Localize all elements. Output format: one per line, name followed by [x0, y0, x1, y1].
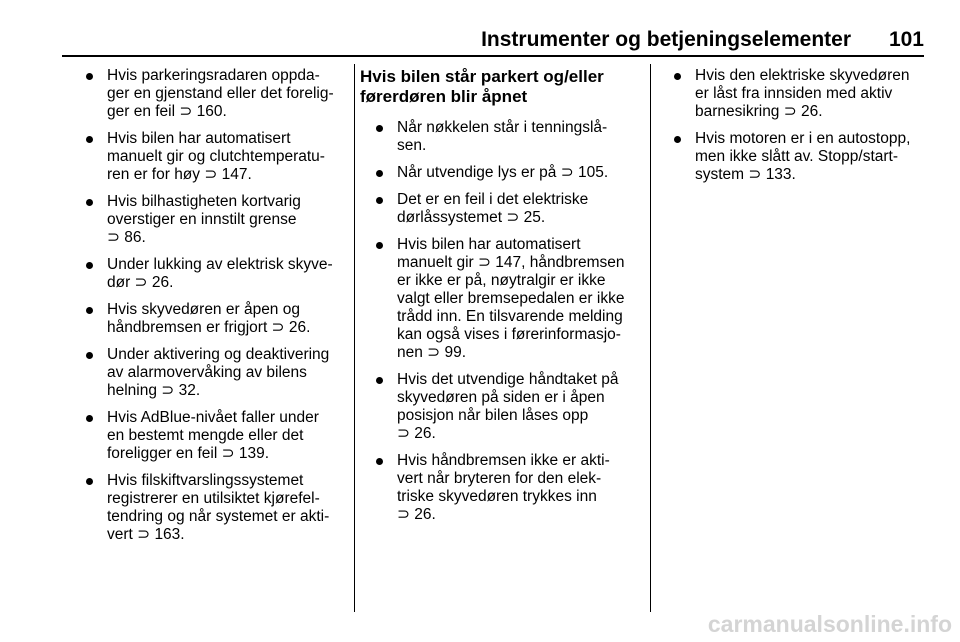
list-item: Hvis filskiftvarslingssystemet registrerer en utilsiktet kjørefel- tendring og når systemet er akti- vert ⊃ 163. — [80, 472, 346, 544]
list-item: Hvis bilhastigheten kortvarig overstiger en innstilt grense ⊃ 86. — [80, 193, 346, 247]
list-item: Hvis bilen har automatisert manuelt gir ⊃ 147, håndbremsen er ikke er på, nøytralgir er ikke valgt eller bremsepedalen er ikke trådd inn. En tilsvarende melding kan også vises i førerinformasjo- nen ⊃ 99. — [370, 236, 638, 362]
list-item: Hvis den elektriske skyvedøren er låst fra innsiden med aktiv barnesikring ⊃ 26. — [668, 67, 930, 121]
section-heading: Hvis bilen står parkert og/eller førerdøren blir åpnet — [360, 67, 604, 106]
list-item: Hvis parkeringsradaren oppda- ger en gjenstand eller det forelig- ger en feil ⊃ 160. — [80, 67, 346, 121]
bullet-list — [370, 119, 638, 524]
list-item: Hvis motoren er i en autostopp, men ikke slått av. Stopp/start- system ⊃ 133. — [668, 130, 930, 184]
list-item: Hvis det utvendige håndtaket på skyvedøren på siden er i åpen posisjon når bilen låses opp ⊃ 26. — [370, 371, 638, 443]
list-item: Hvis bilen har automatisert manuelt gir og clutchtemperatu- ren er for høy ⊃ 147. — [80, 130, 346, 184]
list-item: Under lukking av elektrisk skyve- dør ⊃ 26. — [80, 256, 346, 292]
column-1 — [80, 67, 346, 553]
list-item: Når nøkkelen står i tenningslå- sen. — [370, 119, 638, 155]
list-item: Hvis AdBlue-nivået faller under en bestemt mengde eller det foreligger en feil ⊃ 139. — [80, 409, 346, 463]
watermark: carmanualsonline.info — [707, 611, 952, 637]
page-header — [62, 28, 924, 58]
page-number: 101 — [888, 28, 924, 51]
column-2 — [360, 67, 638, 533]
list-item: Hvis skyvedøren er åpen og håndbremsen er frigjort ⊃ 26. — [80, 301, 346, 337]
list-item: Det er en feil i det elektriske dørlåssystemet ⊃ 25. — [370, 191, 638, 227]
list-item: Hvis håndbremsen ikke er akti- vert når bryteren for den elek- triske skyvedøren trykkes inn ⊃ 26. — [370, 452, 638, 524]
bullet-list — [668, 67, 930, 184]
column-divider — [354, 64, 355, 612]
bullet-list — [80, 67, 346, 544]
list-item: Når utvendige lys er på ⊃ 105. — [370, 164, 638, 182]
page-title: Instrumenter og betjeningselementer — [481, 28, 851, 51]
list-item: Under aktivering og deaktivering av alarmovervåking av bilens helning ⊃ 32. — [80, 346, 346, 400]
column-3 — [668, 67, 930, 193]
column-divider — [650, 64, 651, 612]
header-rule — [62, 55, 924, 57]
